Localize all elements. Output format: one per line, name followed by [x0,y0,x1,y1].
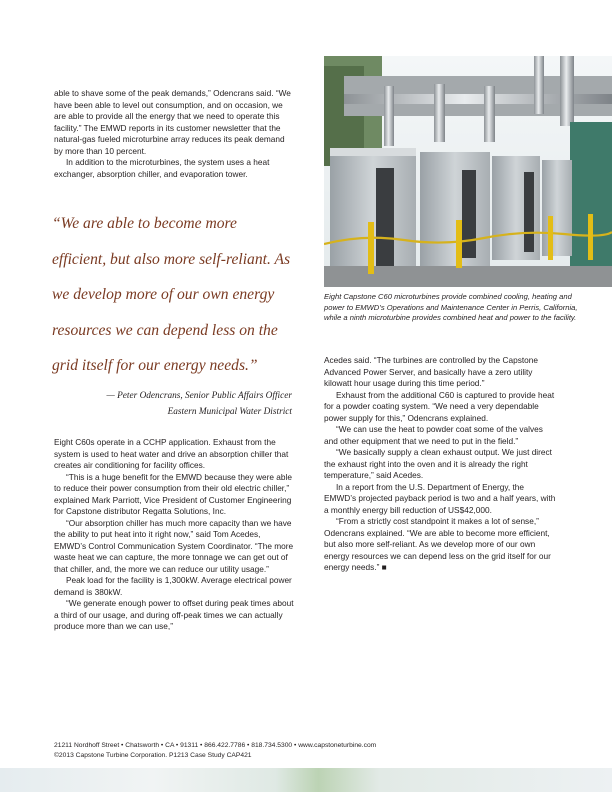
left-column-top [54,88,294,180]
pull-quote [52,206,292,420]
footer-copyright: ©2013 Capstone Turbine Corporation. P1213 Case Study CAP421 [54,752,252,759]
paragraph: Exhaust from the additional C60 is captured to provide heat for a powder coating system. “We need a very dependable power supply for this,” Odencrans explained. [324,389,555,423]
paragraph: able to shave some of the peak demands,” Odencrans said. “We have been able to level out consumption, and on occasion, we are able to provide all the energy that we need to operate this facility.” The EMWD reports in its customer newsletter that the natural-gas fueled microturbine array reduces its peak demand by more than 10 percent. [54,88,291,156]
paragraph: In addition to the microturbines, the system uses a heat exchanger, absorption chiller, and evaporation tower. [54,157,270,179]
paragraph: “Our absorption chiller has much more capacity than we have the ability to put heat into it right now,” said Tom Acedes, EMWD’s Control Communication System Coordinator. “The more waste heat we can capture, the more tonnage we can get out of that chiller, and, the more we can reduce our utility usage.” [54,517,294,574]
photo-caption: Eight Capstone C60 microturbines provide combined cooling, heating and power to EMWD’s Operations and Maintenance Center in Perris, California, while a ninth microturbine provides combined heat and power to the facility. [324,292,578,323]
paragraph: “We can use the heat to powder coat some of the valves and other equipment that we need to put in the field.” [324,424,543,446]
pull-quote-text: “We are able to become more efficient, but also more self-reliant. As we develop more of our own energy resources we can depend less on the grid itself for our energy needs.” [52,215,291,374]
microturbine-photo [324,56,612,287]
decorative-bottom-band [0,768,612,792]
paragraph: Acedes said. “The turbines are controlled by the Capstone Advanced Power Server, and basically have a zero utility kilowatt hour usage during this time period.” [324,355,538,388]
attribution-organization: Eastern Municipal Water District [167,406,292,417]
paragraph: “We basically supply a clean exhaust output. We just direct the exhaust right into the oven and it is already the right temperature,” said Acedes. [324,447,552,480]
right-column [324,355,556,574]
pull-quote-attribution [52,388,292,420]
left-column-bottom [54,437,294,633]
paragraph: In a report from the U.S. Department of Energy, the EMWD’s projected payback period is two and a half years, with a monthly energy bill reduction of US$42,000. [324,481,556,515]
paragraph: Peak load for the facility is 1,300kW. Average electrical power demand is 380kW. [54,575,292,597]
paragraph: “This is a huge benefit for the EMWD because they were able to reduce their power consumption from their old electric chiller,” explained Mark Parriott, Vice President of Customer Engineering for Capstone distributor Regatta Solutions, Inc. [54,471,292,516]
attribution-name-title: — Peter Odencrans, Senior Public Affairs Officer [106,390,292,401]
footer-address: 21211 Nordhoff Street • Chatsworth • CA • 91311 • 866.422.7786 • 818.734.5300 • www.capstoneturbine.com [54,742,377,749]
paragraph: Eight C60s operate in a CCHP application. Exhaust from the system is used to heat water and drive an absorption chiller that creates air conditioning for facility offices. [54,437,289,470]
paragraph: “We generate enough power to offset during peak times about a third of our usage, and during off-peak times we can actually produce more than we can use,” [54,598,294,631]
page-footer [54,741,554,761]
paragraph: “From a strictly cost standpoint it makes a lot of sense,” Odencrans explained. “We are able to become more efficient, but also more self-reliant. As we develop more of our own energy resources we can depend less on the grid itself for our energy needs.” ■ [324,516,551,572]
